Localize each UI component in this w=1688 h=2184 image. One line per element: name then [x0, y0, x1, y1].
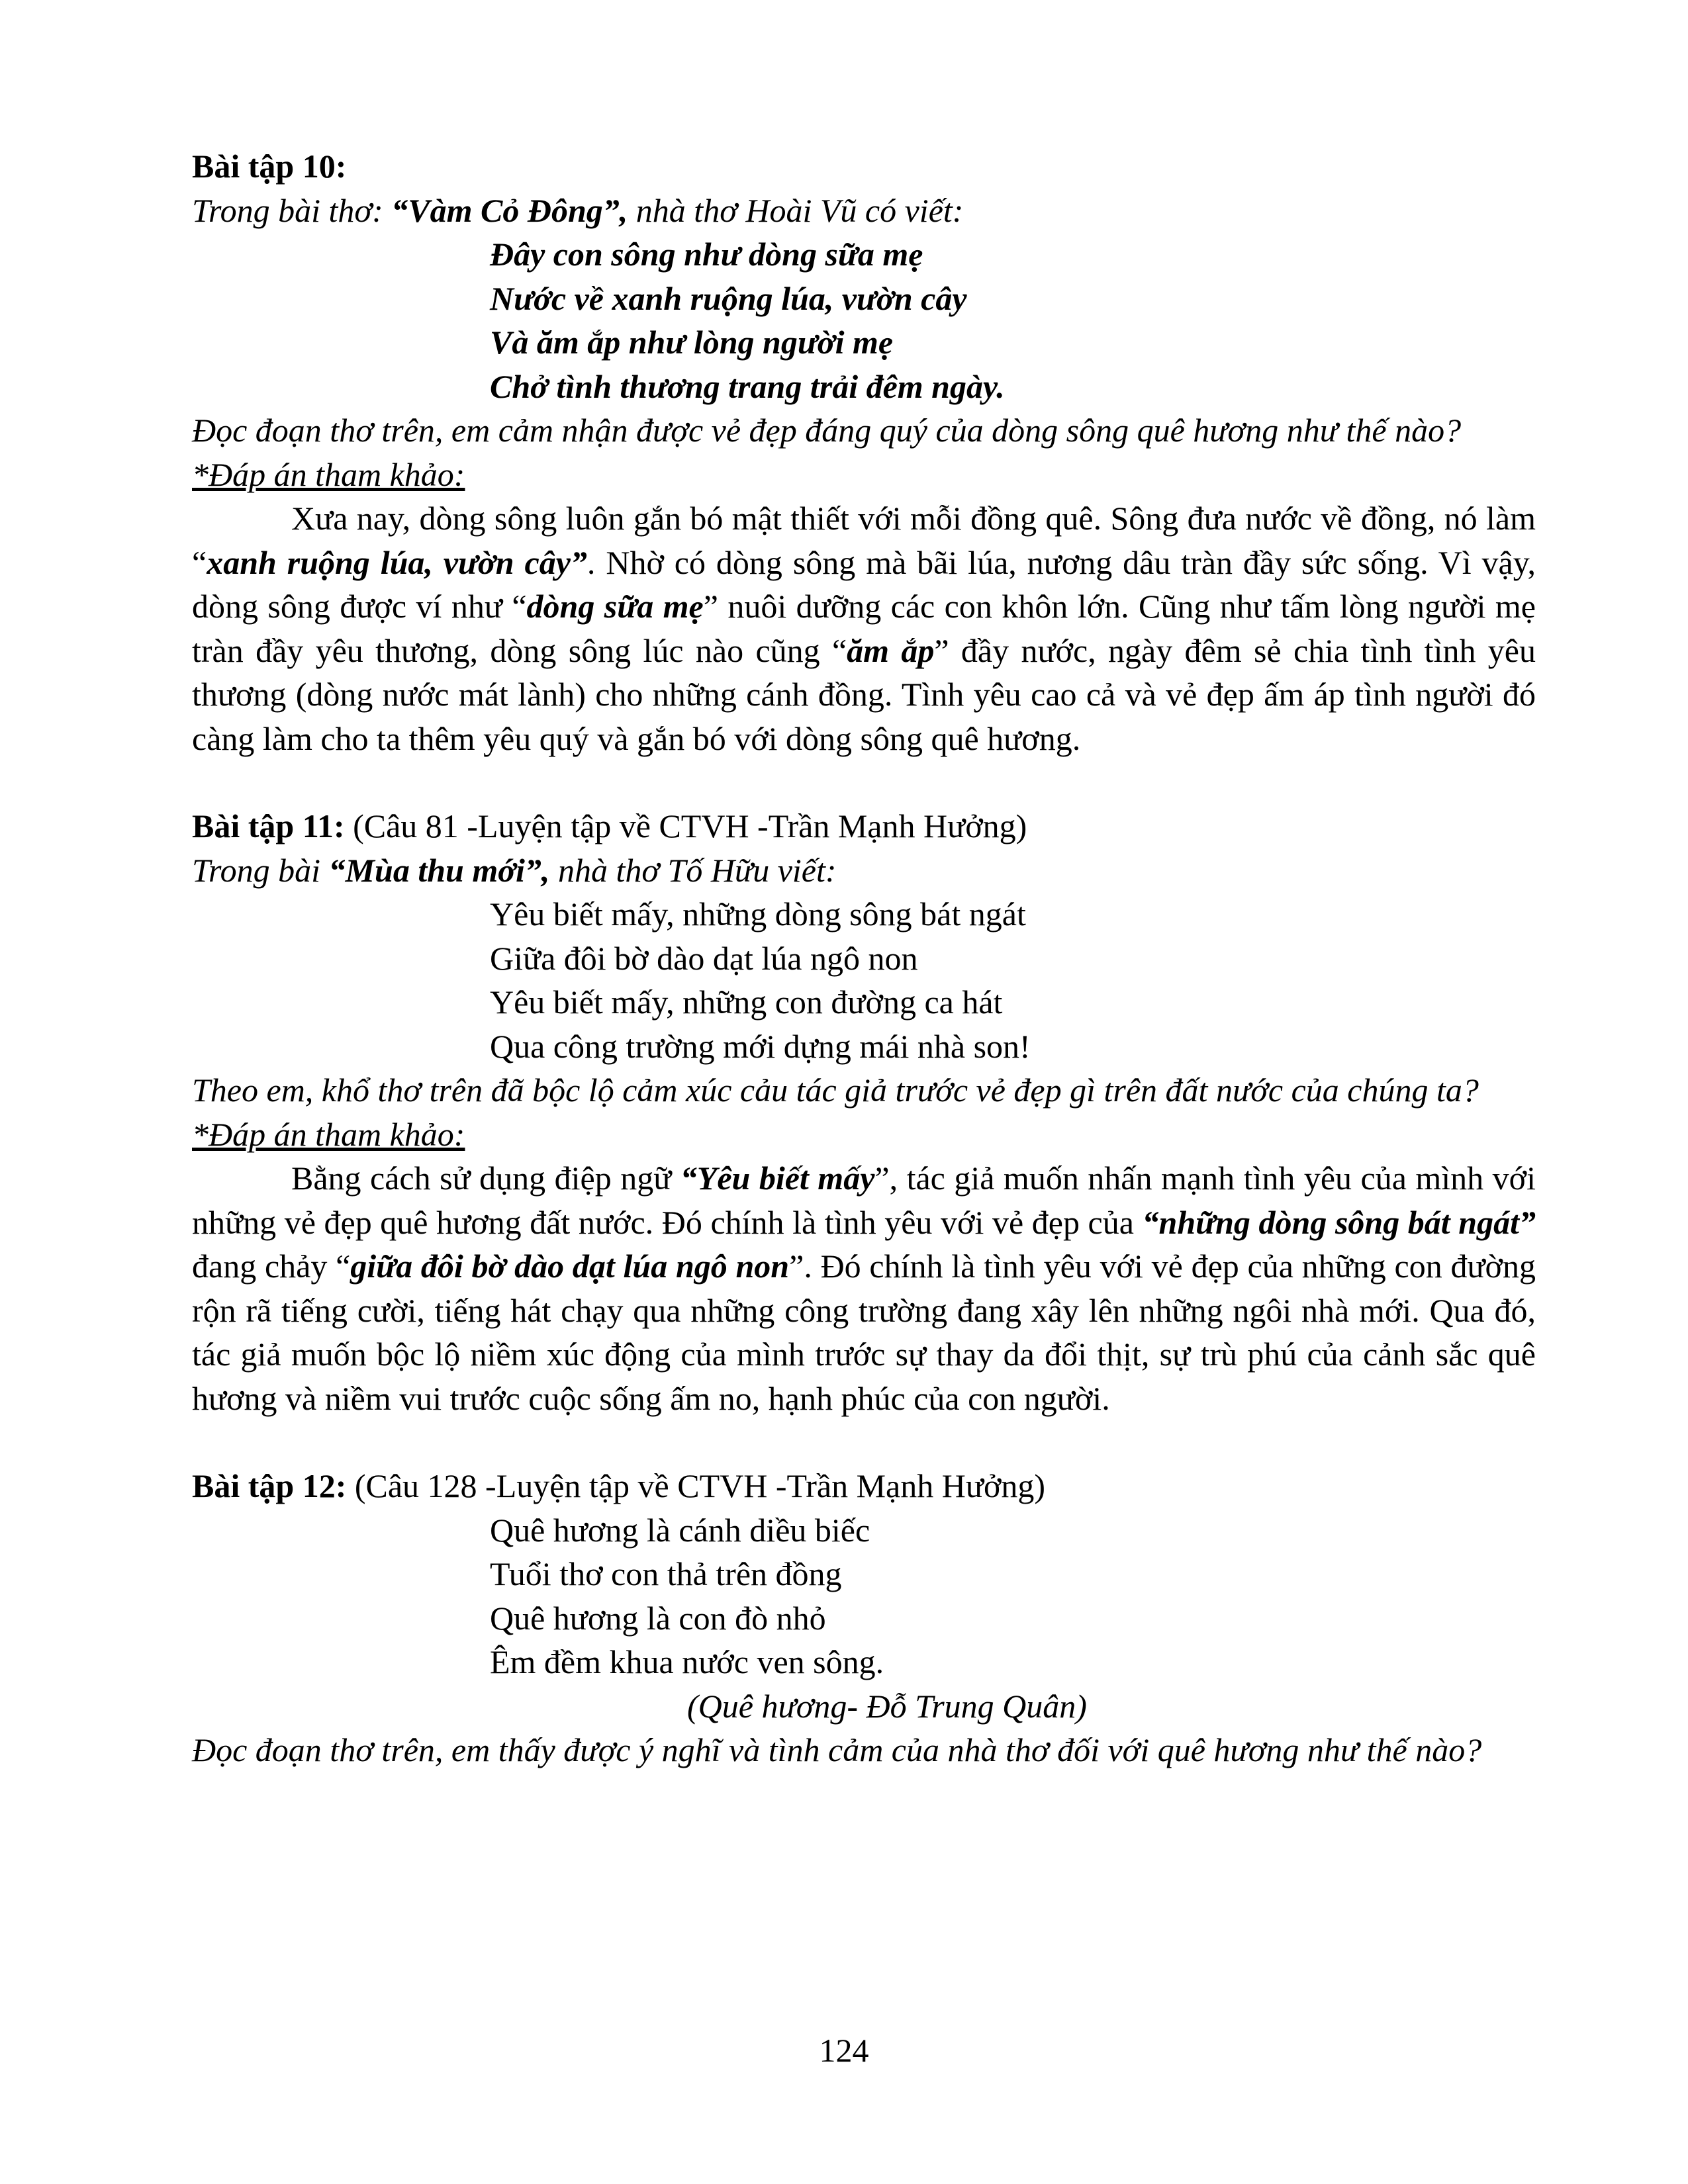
prompt-text: nhà thơ Hoài Vũ có viết:: [628, 191, 964, 229]
answer-label: *Đáp án tham khảo:: [192, 455, 465, 493]
answer-text: ”, tác giả muốn nhấn mạnh tình yêu của mình với những vẻ đẹp quê hương đất nước. Đó chính là tình yêu với vẻ đẹp của: [192, 1160, 1536, 1241]
poem-line: Êm đềm khua nước ven sông.: [490, 1643, 884, 1680]
poem-line: Nước về xanh ruộng lúa, vườn cây: [490, 279, 967, 317]
answer-text: Xưa nay, dòng sông luôn gắn bó mật thiết với mỗi đồng quê. Sông đưa nước về đồng, nó làm “: [192, 500, 1536, 581]
answer-quote: giữa đôi bờ dào dạt lúa ngô non: [350, 1248, 790, 1285]
page-content: [192, 144, 1536, 1772]
poem-line: Quê hương là cánh diều biếc: [490, 1511, 870, 1549]
exercise-11-prompt: [192, 848, 1536, 893]
answer-text: ” đầy nước, ngày đêm sẻ chia tình tình yêu thương (dòng nước mát lành) cho những cánh đồng. Tình yêu cao cả và vẻ đẹp ấm áp tình người đó càng làm cho ta thêm yêu quý và gắn bó với dòng sông quê hương.: [192, 631, 1536, 757]
poem-line: Giữa đôi bờ dào dạt lúa ngô non: [490, 939, 918, 977]
poem-line: Yêu biết mấy, những con đường ca hát: [490, 983, 1003, 1021]
prompt-text: Trong bài thơ:: [192, 191, 392, 229]
answer-quote: dòng sữa mẹ: [526, 588, 704, 625]
poem-line: Chở tình thương trang trải đêm ngày.: [490, 367, 1005, 405]
exercise-12: [192, 1464, 1536, 1772]
exercise-10-question: Đọc đoạn thơ trên, em cảm nhận được vẻ đẹp đáng quý của dòng sông quê hương như thế nào?: [192, 412, 1462, 449]
answer-text: đang chảy “: [192, 1248, 351, 1285]
answer-quote: ăm ắp: [847, 631, 935, 669]
section-spacer: [192, 1420, 1536, 1464]
answer-label: *Đáp án tham khảo:: [192, 1115, 465, 1153]
exercise-12-heading-row: [192, 1464, 1536, 1508]
answer-text: . Nhờ có dòng sông mà bãi lúa, nương dâu tràn đầy sức sống. Vì vậy, dòng sông được ví như “: [192, 543, 1536, 625]
exercise-11-source: (Câu 81 -Luyện tập về CTVH -Trần Mạnh Hưởng): [344, 807, 1027, 844]
exercise-10-poem: [192, 232, 1536, 408]
poem-line: Qua công trường mới dựng mái nhà son!: [490, 1027, 1031, 1065]
exercise-12-heading: Bài tập 12:: [192, 1467, 347, 1504]
poem-title: “Vàm Cỏ Đông”,: [391, 191, 628, 229]
exercise-12-source: (Câu 128 -Luyện tập về CTVH -Trần Mạnh Hưởng): [346, 1467, 1046, 1504]
answer-text: ”. Đó chính là tình yêu với vẻ đẹp của những con đường rộn rã tiếng cười, tiếng hát chạy qua những công trường đang xây lên những ngôi nhà mới. Qua đó, tác giả muốn bộc lộ niềm xúc động của mình trước sự thay da đổi thịt, sự trù phú của cảnh sắc quê hương và niềm vui trước cuộc sống ấm no, hạnh phúc của con người.: [192, 1248, 1536, 1417]
exercise-12-poem: [192, 1508, 1536, 1684]
prompt-text: nhà thơ Tố Hữu viết:: [549, 851, 837, 889]
exercise-10-heading: Bài tập 10:: [192, 148, 347, 185]
exercise-10-answer: [192, 496, 1536, 760]
answer-text: Bằng cách sử dụng điệp ngữ: [291, 1160, 680, 1197]
poem-line: Và ăm ắp như lòng người mẹ: [490, 324, 894, 361]
exercise-10: [192, 144, 1536, 760]
poem-line: Tuổi thơ con thả trên đồng: [490, 1555, 842, 1592]
poem-line: Yêu biết mấy, những dòng sông bát ngát: [490, 895, 1026, 933]
answer-text: ” nuôi dưỡng các con khôn lớn. Cũng như tấm lòng người mẹ tràn đầy yêu thương, dòng sông lúc nào cũng “: [192, 588, 1536, 669]
exercise-11-heading: Bài tập 11:: [192, 807, 345, 844]
answer-quote: xanh ruộng lúa, vườn cây”: [207, 543, 587, 581]
answer-quote: “Yêu biết mấy: [680, 1160, 875, 1197]
poem-line: Quê hương là con đò nhỏ: [490, 1599, 826, 1637]
poem-attribution: (Quê hương- Đỗ Trung Quân): [687, 1687, 1087, 1725]
poem-title: “Mùa thu mới”,: [328, 851, 550, 889]
exercise-11-heading-row: [192, 804, 1536, 848]
answer-quote: “những dòng sông bát ngát”: [1142, 1203, 1536, 1241]
exercise-11: [192, 804, 1536, 1420]
exercise-10-prompt: [192, 189, 1536, 233]
exercise-12-question: Đọc đoạn thơ trên, em thấy được ý nghĩ và tình cảm của nhà thơ đối với quê hương như thế nào?: [192, 1731, 1482, 1768]
exercise-11-answer: [192, 1156, 1536, 1420]
poem-line: Đây con sông như dòng sữa mẹ: [490, 236, 923, 273]
exercise-11-poem: [192, 892, 1536, 1068]
prompt-text: Trong bài: [192, 851, 329, 889]
page-number: 124: [819, 2032, 869, 2069]
section-spacer: [192, 760, 1536, 804]
exercise-11-question: Theo em, khổ thơ trên đã bộc lộ cảm xúc cảu tác giả trước vẻ đẹp gì trên đất nước của chúng ta?: [192, 1071, 1479, 1109]
